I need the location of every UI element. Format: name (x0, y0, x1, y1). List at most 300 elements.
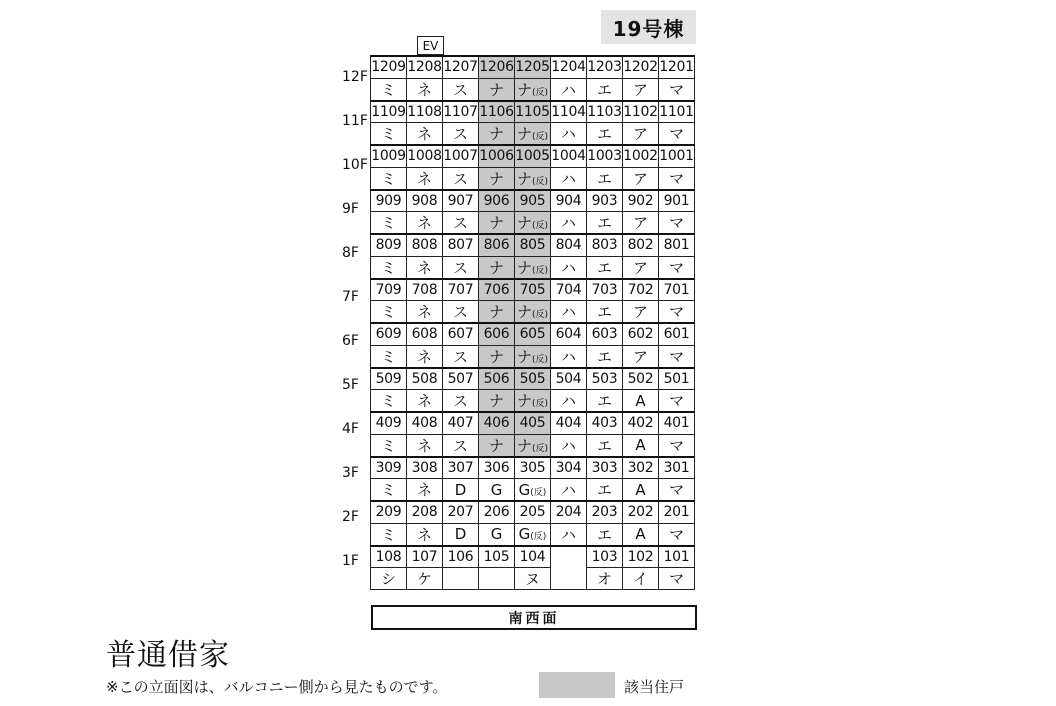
unit-type (443, 523, 479, 546)
unit-number: 208 (407, 501, 443, 523)
unit-type-label: ナ (488, 436, 504, 455)
reverse-marker: (反) (531, 399, 549, 409)
unit-number-row (371, 546, 695, 568)
unit-number: 307 (443, 457, 479, 479)
unit-type-row (371, 479, 695, 502)
unit-type (407, 523, 443, 546)
unit-number: 1102 (623, 101, 659, 123)
unit-type-label: ス (452, 169, 468, 188)
unit-type-row (371, 345, 695, 368)
floor-label: 7F (342, 289, 359, 305)
unit-number: 1105 (515, 101, 551, 123)
unit-number: 203 (587, 501, 623, 523)
unit-type-label: A (635, 391, 646, 410)
unit-number: 706 (479, 279, 515, 301)
unit-type (479, 568, 515, 590)
unit-type (479, 390, 515, 413)
unit-type (407, 123, 443, 146)
unit-number: 202 (623, 501, 659, 523)
floor-label: 8F (342, 245, 359, 261)
floor-label: 4F (342, 421, 359, 437)
unit-type-label: ナ (488, 347, 504, 366)
unit-number: 503 (587, 368, 623, 390)
unit-type (551, 256, 587, 279)
unit-number: 903 (587, 190, 623, 212)
unit-type-label: ハ (560, 258, 576, 277)
unit-type (551, 523, 587, 546)
unit-type-label: ナ (516, 436, 532, 455)
unit-number-row (371, 323, 695, 345)
unit-number: 1106 (479, 101, 515, 123)
reverse-marker: (反) (531, 443, 549, 454)
unit-number: 704 (551, 279, 587, 301)
unit-type (479, 123, 515, 146)
floor-label: 9F (342, 201, 359, 217)
unit-number-row (371, 279, 695, 301)
unit-number: 1001 (659, 145, 695, 167)
unit-type-row (371, 78, 695, 101)
unit-type (659, 568, 695, 590)
unit-type-label: ケ (416, 570, 432, 588)
unit-number-row (371, 145, 695, 167)
unit-number: 606 (479, 323, 515, 345)
unit-type (479, 523, 515, 546)
unit-type (407, 390, 443, 413)
unit-type (515, 434, 551, 457)
unit-type-label: ナ (516, 347, 532, 366)
unit-type (587, 301, 623, 324)
unit-type-row (371, 568, 695, 590)
unit-type-label: ナ (516, 80, 532, 99)
unit-type (587, 479, 623, 502)
unit-number: 302 (623, 457, 659, 479)
unit-number: 809 (371, 234, 407, 256)
unit-type-label: ミ (380, 392, 396, 410)
unit-number: 1202 (623, 56, 659, 78)
unit-type (443, 345, 479, 368)
unit-number: 807 (443, 234, 479, 256)
unit-type-label: ナ (516, 169, 532, 188)
floor-label: 6F (342, 333, 359, 349)
unit-type-label: ア (632, 214, 648, 232)
unit-type (443, 568, 479, 590)
unit-type (479, 479, 515, 502)
unit-number: 508 (407, 368, 443, 390)
unit-type (443, 390, 479, 413)
unit-type (659, 212, 695, 235)
unit-type-label: A (635, 436, 646, 454)
empty-cell (551, 546, 587, 590)
unit-type (407, 434, 443, 457)
unit-type (443, 167, 479, 190)
unit-type (659, 523, 695, 546)
unit-type-label: ハ (560, 303, 576, 321)
unit-number: 306 (479, 457, 515, 479)
unit-type (551, 479, 587, 502)
unit-number: 608 (407, 323, 443, 345)
unit-type-label: エ (596, 392, 612, 410)
unit-number: 601 (659, 323, 695, 345)
unit-type-label: ネ (416, 436, 432, 455)
unit-type-label: シ (380, 570, 396, 588)
unit-type-label: エ (596, 125, 612, 143)
unit-type-row (371, 167, 695, 190)
unit-type (623, 301, 659, 324)
unit-type-label: ナ (516, 392, 532, 410)
unit-type-label: D (454, 525, 467, 543)
unit-number: 105 (479, 546, 515, 568)
unit-type-label: ア (632, 347, 648, 366)
unit-type-label: ヌ (524, 570, 540, 588)
unit-type-label: ナ (488, 169, 504, 188)
unit-type-label: ナ (488, 392, 504, 410)
unit-type-label: ナ (516, 214, 532, 232)
unit-type-label: ネ (416, 303, 432, 321)
unit-type (623, 568, 659, 590)
unit-number: 501 (659, 368, 695, 390)
unit-type-label: G (518, 480, 531, 499)
unit-number: 305 (515, 457, 551, 479)
unit-number: 309 (371, 457, 407, 479)
unit-type-label: ス (452, 80, 468, 99)
unit-type-label: ネ (416, 214, 432, 232)
unit-type (371, 123, 407, 146)
unit-number: 103 (587, 546, 623, 568)
unit-number: 509 (371, 368, 407, 390)
unit-number: 101 (659, 546, 695, 568)
unit-number: 1003 (587, 145, 623, 167)
unit-type-label: マ (668, 347, 684, 366)
unit-type-label: エ (596, 80, 612, 99)
unit-number: 401 (659, 412, 695, 434)
unit-number: 506 (479, 368, 515, 390)
unit-type-label: ハ (560, 392, 576, 410)
unit-type (515, 301, 551, 324)
unit-type-label: ミ (380, 258, 396, 277)
unit-type (371, 523, 407, 546)
unit-number: 901 (659, 190, 695, 212)
unit-type (371, 212, 407, 235)
unit-number: 406 (479, 412, 515, 434)
unit-number: 1206 (479, 56, 515, 78)
unit-type-label: ア (632, 258, 648, 277)
unit-type (551, 212, 587, 235)
unit-number: 1203 (587, 56, 623, 78)
unit-type (587, 212, 623, 235)
unit-type-row (371, 523, 695, 546)
unit-type-label: マ (668, 80, 684, 99)
unit-number: 402 (623, 412, 659, 434)
unit-number-row (371, 234, 695, 256)
reverse-marker: (反) (531, 310, 549, 320)
unit-type-label: ネ (416, 392, 432, 410)
unit-type (407, 212, 443, 235)
unit-number: 802 (623, 234, 659, 256)
unit-number-row (371, 190, 695, 212)
unit-number-row (371, 368, 695, 390)
unit-type-label: ハ (560, 125, 576, 143)
unit-type-label: G (490, 525, 503, 543)
floor-label: 10F (342, 157, 368, 173)
unit-number: 808 (407, 234, 443, 256)
unit-number: 709 (371, 279, 407, 301)
unit-type-label: エ (596, 481, 612, 499)
building-number: 19号棟 (601, 10, 696, 44)
unit-type-label: マ (668, 125, 684, 143)
unit-type-label: A (635, 525, 646, 543)
unit-number: 702 (623, 279, 659, 301)
unit-type-label: ア (632, 80, 648, 99)
unit-type (515, 212, 551, 235)
unit-type-label: エ (596, 169, 612, 188)
unit-type (587, 167, 623, 190)
unit-number: 102 (623, 546, 659, 568)
unit-type (479, 167, 515, 190)
unit-number: 1009 (371, 145, 407, 167)
unit-type (371, 479, 407, 502)
unit-number: 1209 (371, 56, 407, 78)
unit-type-label: G (518, 525, 531, 543)
unit-type (371, 568, 407, 590)
unit-type (623, 78, 659, 101)
reverse-marker: (反) (531, 221, 549, 231)
unit-type (407, 167, 443, 190)
unit-number: 707 (443, 279, 479, 301)
unit-type (587, 568, 623, 590)
unit-number: 908 (407, 190, 443, 212)
unit-number: 303 (587, 457, 623, 479)
unit-number-row (371, 412, 695, 434)
unit-number: 107 (407, 546, 443, 568)
unit-number: 205 (515, 501, 551, 523)
unit-number-row (371, 457, 695, 479)
reverse-marker: (反) (531, 176, 549, 187)
floor-label: 11F (342, 113, 368, 129)
unit-type (515, 390, 551, 413)
unit-type (407, 568, 443, 590)
unit-type (371, 345, 407, 368)
unit-number: 603 (587, 323, 623, 345)
unit-number-row (371, 501, 695, 523)
unit-type (623, 167, 659, 190)
unit-type (551, 301, 587, 324)
unit-number: 806 (479, 234, 515, 256)
unit-type (659, 123, 695, 146)
unit-type (443, 212, 479, 235)
unit-type (551, 345, 587, 368)
unit-number: 1002 (623, 145, 659, 167)
legend-label: 該当住戸 (624, 678, 685, 696)
unit-type (371, 301, 407, 324)
unit-type (623, 390, 659, 413)
unit-type-label: G (490, 480, 503, 499)
unit-number: 604 (551, 323, 587, 345)
unit-type-label: エ (596, 525, 612, 544)
unit-number: 1109 (371, 101, 407, 123)
unit-type (479, 212, 515, 235)
unit-type-label: ミ (380, 525, 396, 544)
unit-number: 708 (407, 279, 443, 301)
unit-type-label: エ (596, 303, 612, 321)
unit-type (551, 434, 587, 457)
unit-type (443, 479, 479, 502)
elevation-note: ※この立面図は、バルコニー側から見たものです。 (106, 678, 448, 696)
unit-number: 308 (407, 457, 443, 479)
unit-number: 409 (371, 412, 407, 434)
unit-type-label: ハ (560, 436, 576, 455)
unit-type (407, 301, 443, 324)
unit-type (587, 123, 623, 146)
unit-type-label: ミ (380, 436, 396, 455)
unit-type-label: エ (596, 214, 612, 232)
unit-number: 209 (371, 501, 407, 523)
unit-type (623, 523, 659, 546)
unit-type-label: ス (452, 347, 468, 366)
unit-type (443, 78, 479, 101)
unit-type (515, 479, 551, 502)
unit-type (479, 301, 515, 324)
unit-type-label: ネ (416, 347, 432, 366)
unit-type-row (371, 301, 695, 324)
unit-type-label: マ (668, 525, 684, 544)
unit-type (515, 123, 551, 146)
unit-type (515, 256, 551, 279)
unit-number: 906 (479, 190, 515, 212)
unit-type-label: マ (668, 169, 684, 188)
unit-type (623, 434, 659, 457)
unit-number: 304 (551, 457, 587, 479)
unit-type-label: ハ (560, 80, 576, 99)
unit-number: 204 (551, 501, 587, 523)
unit-type-label: ハ (560, 347, 576, 366)
unit-type (371, 78, 407, 101)
unit-number: 507 (443, 368, 479, 390)
unit-type-label: D (454, 480, 467, 499)
unit-number: 408 (407, 412, 443, 434)
unit-type (371, 256, 407, 279)
unit-type-label: ハ (560, 214, 576, 232)
unit-number: 403 (587, 412, 623, 434)
unit-number: 805 (515, 234, 551, 256)
unit-type (623, 256, 659, 279)
unit-type (515, 167, 551, 190)
unit-type-row (371, 212, 695, 235)
unit-number: 1007 (443, 145, 479, 167)
unit-number: 701 (659, 279, 695, 301)
unit-type-label: ナ (488, 80, 504, 99)
unit-number: 705 (515, 279, 551, 301)
unit-number: 902 (623, 190, 659, 212)
unit-type-label: ミ (380, 347, 396, 366)
unit-type-label: マ (668, 214, 684, 232)
floor-label: 3F (342, 465, 359, 481)
unit-number: 1101 (659, 101, 695, 123)
unit-type (515, 345, 551, 368)
unit-number: 405 (515, 412, 551, 434)
unit-number: 909 (371, 190, 407, 212)
unit-number: 905 (515, 190, 551, 212)
unit-type (659, 434, 695, 457)
unit-number: 801 (659, 234, 695, 256)
unit-type-label: ス (452, 436, 468, 455)
unit-type-label: ミ (380, 214, 396, 232)
unit-type (659, 301, 695, 324)
unit-type-label: マ (668, 303, 684, 321)
unit-number: 106 (443, 546, 479, 568)
unit-number: 1201 (659, 56, 695, 78)
unit-type-label: ネ (416, 169, 432, 188)
unit-type (623, 345, 659, 368)
unit-type (659, 390, 695, 413)
highlight-swatch (539, 672, 615, 698)
unit-type (659, 167, 695, 190)
unit-number: 108 (371, 546, 407, 568)
unit-number: 1204 (551, 56, 587, 78)
unit-number: 502 (623, 368, 659, 390)
unit-type-label: ス (452, 392, 468, 410)
unit-number: 201 (659, 501, 695, 523)
unit-type-label: ナ (488, 125, 504, 143)
unit-number: 607 (443, 323, 479, 345)
unit-type-label: ネ (416, 125, 432, 143)
unit-type-label: ナ (488, 303, 504, 321)
unit-type (623, 123, 659, 146)
unit-type-label: ナ (516, 303, 532, 321)
unit-type-label: ミ (380, 303, 396, 321)
unit-type-label: ア (632, 169, 648, 188)
unit-type-label: エ (596, 436, 612, 455)
elevation-grid (370, 55, 695, 590)
reverse-marker: (反) (531, 87, 549, 98)
unit-type (551, 390, 587, 413)
unit-type-label: ス (452, 125, 468, 143)
unit-type-row (371, 434, 695, 457)
unit-number: 104 (515, 546, 551, 568)
unit-number: 904 (551, 190, 587, 212)
unit-type-label: ハ (560, 481, 576, 499)
unit-type-label: ス (452, 303, 468, 321)
unit-number: 907 (443, 190, 479, 212)
unit-type-label: ス (452, 214, 468, 232)
unit-type-label: ネ (416, 80, 432, 99)
unit-type (371, 390, 407, 413)
unit-type (407, 345, 443, 368)
unit-type-label: ナ (516, 258, 532, 277)
unit-type-label: ネ (416, 481, 432, 499)
unit-number: 404 (551, 412, 587, 434)
unit-number: 1104 (551, 101, 587, 123)
facade-label: 南西面 (371, 605, 697, 630)
unit-number: 504 (551, 368, 587, 390)
unit-number: 1103 (587, 101, 623, 123)
reverse-marker: (反) (530, 487, 547, 498)
unit-number: 1005 (515, 145, 551, 167)
unit-number: 1008 (407, 145, 443, 167)
unit-type (371, 167, 407, 190)
unit-type-label: ネ (416, 525, 432, 544)
unit-type (659, 345, 695, 368)
unit-type (551, 78, 587, 101)
floor-label: 5F (342, 377, 359, 393)
unit-type-label: オ (596, 570, 612, 588)
unit-number-row (371, 56, 695, 78)
unit-number: 1208 (407, 56, 443, 78)
unit-type (479, 345, 515, 368)
unit-number: 1205 (515, 56, 551, 78)
unit-number: 207 (443, 501, 479, 523)
unit-type (587, 523, 623, 546)
unit-type (587, 78, 623, 101)
